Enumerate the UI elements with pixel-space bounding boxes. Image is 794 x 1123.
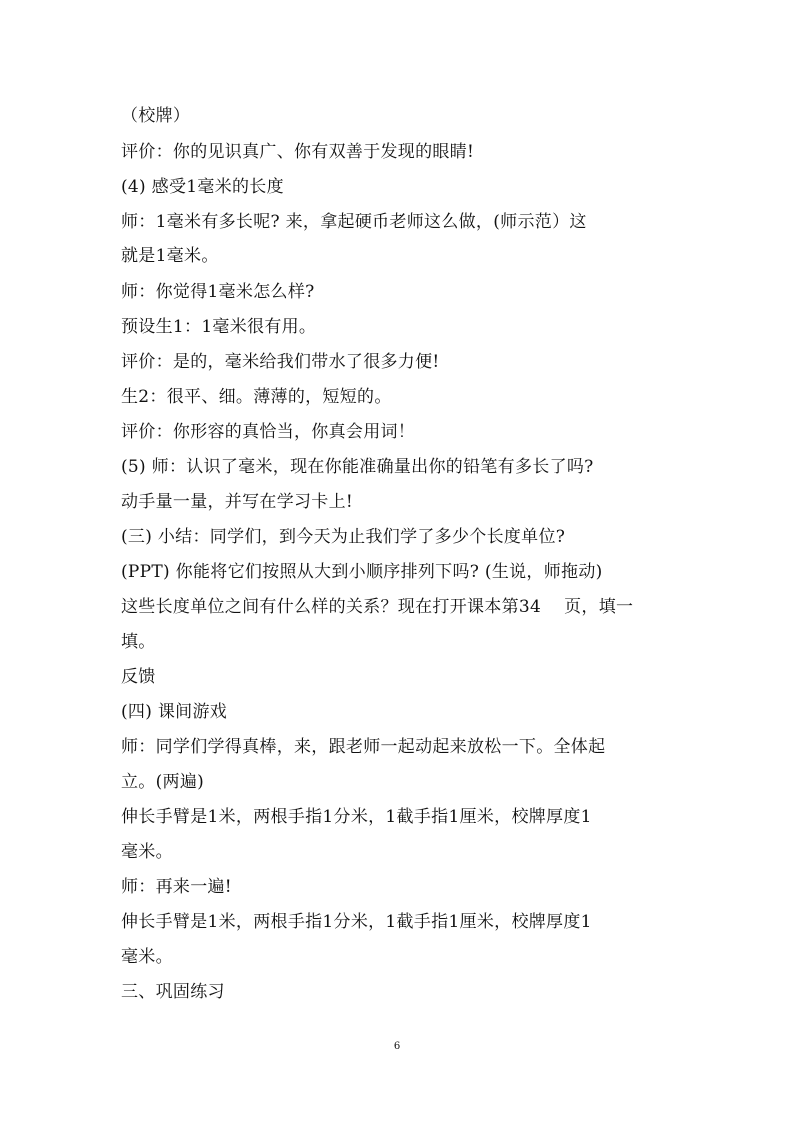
text-line-ppt: (PPT) 你能将它们按照从大到小顺序排列下吗? (生说，师拖动)	[121, 562, 603, 582]
text-line-teacher-ask: 师：你觉得1毫米怎么样?	[121, 282, 315, 302]
text-line-game-heading: (四) 课间游戏	[121, 702, 228, 722]
text-line-teacher-praise-cont: 立。(两遍)	[121, 772, 205, 792]
text-line-step-5: (5) 师：认识了毫米，现在你能准确量出你的铅笔有多长了吗?	[121, 457, 594, 477]
text-line-teacher-question-cont: 就是1毫米。	[121, 246, 219, 266]
text-line-relation: 这些长度单位之间有什么样的关系？现在打开课本第34 页，填一	[121, 597, 634, 617]
text-line-evaluation-1: 评价：你的见识真广、你有双善于发现的眼睛!	[121, 142, 475, 162]
text-line-school-badge: （校牌）	[121, 106, 191, 126]
text-line-chant-2-cont: 毫米。	[121, 947, 173, 967]
text-line-teacher-praise: 师：同学们学得真棒，来，跟老师一起动起来放松一下。全体起	[121, 737, 606, 757]
page-number: 6	[393, 1041, 401, 1052]
text-line-teacher-again: 师：再来一遍!	[121, 877, 232, 897]
text-line-feedback: 反馈	[121, 667, 156, 687]
text-line-practice-heading: 三、巩固练习	[121, 982, 225, 1002]
text-line-relation-cont: 填。	[121, 632, 156, 652]
text-line-student-1: 预设生1：1毫米很有用。	[121, 317, 317, 337]
text-line-step-4-heading: (4) 感受1毫米的长度	[121, 177, 284, 197]
text-line-chant-1-cont: 毫米。	[121, 842, 173, 862]
text-line-summary-heading: (三) 小结：同学们，到今天为止我们学了多少个长度单位?	[121, 527, 566, 547]
text-line-chant-1: 伸长手臂是1米，两根手指1分米，1截手指1厘米，校牌厚度1	[121, 807, 592, 827]
text-line-evaluation-2: 评价：是的，毫米给我们带水了很多力便!	[121, 352, 440, 372]
text-line-student-2: 生2：很平、细。薄薄的，短短的。	[121, 387, 392, 407]
text-line-teacher-question: 师：1毫米有多长呢? 来，拿起硬币老师这么做，(师示范）这	[121, 212, 587, 232]
text-line-chant-2: 伸长手臂是1米，两根手指1分米，1截手指1厘米，校牌厚度1	[121, 912, 592, 932]
text-line-evaluation-3: 评价：你形容的真恰当，你真会用词！	[121, 422, 416, 442]
text-line-step-5-cont: 动手量一量，并写在学习卡上!	[121, 492, 354, 512]
